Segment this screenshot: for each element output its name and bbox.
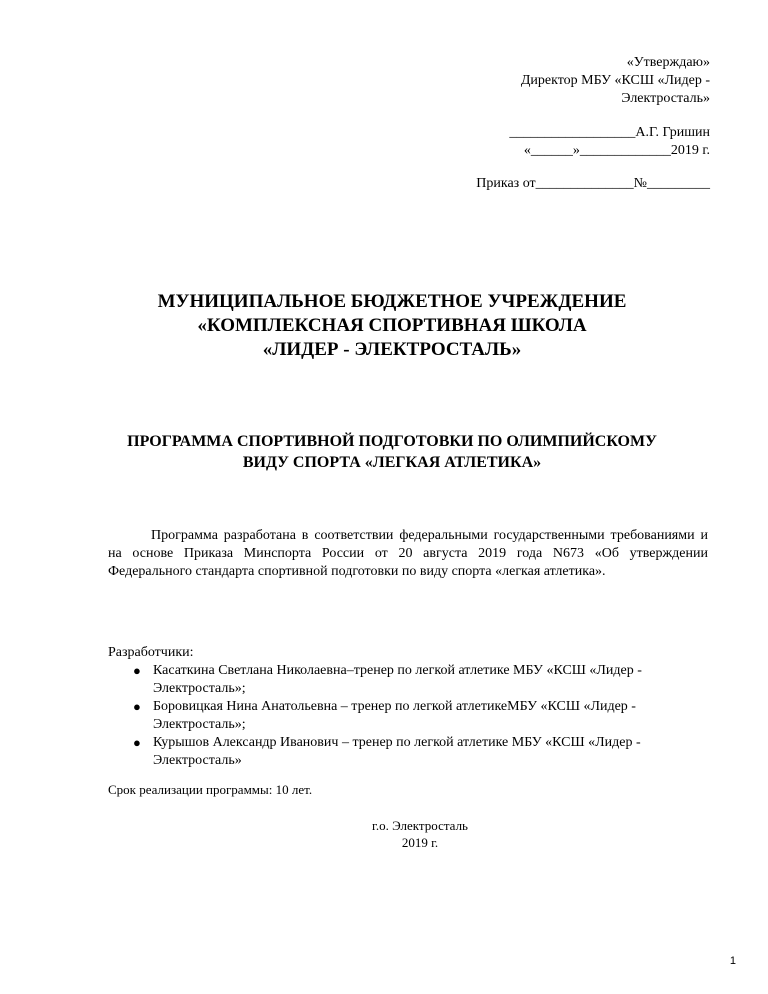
bullet-icon: ● [133,699,141,714]
approval-block [450,54,710,193]
date-line: «______»_____________2019 г. [523,143,710,158]
approval-heading: «Утверждаю» [626,55,710,70]
developer-line: Электросталь» [153,753,242,768]
organization-title [100,290,684,362]
developer-line: Боровицкая Нина Анатольевна – тренер по легкой атлетикеМБУ «КСШ «Лидер - [153,699,636,714]
signature-line: __________________А.Г. Гришин [509,125,710,140]
program-title [100,431,684,473]
list-item [108,734,708,770]
developer-line: Курышов Александр Иванович – тренер по легкой атлетике МБУ «КСШ «Лидер - [153,735,641,750]
bullet-icon: ● [133,735,141,750]
developers-list [108,662,708,770]
order-line: Приказ от______________№_________ [476,176,710,191]
bullet-icon: ● [133,663,141,678]
director-line-2: Электросталь» [621,91,710,106]
org-title-line-3: «ЛИДЕР - ЭЛЕКТРОСТАЛЬ» [262,339,522,360]
list-item [108,698,708,734]
developer-line: Электросталь»; [153,681,246,696]
footer-year: 2019 г. [401,835,439,850]
developers-section [108,644,708,770]
signature-block [450,124,710,160]
footer-city: г.о. Электросталь [371,818,468,833]
org-title-line-2: «КОМПЛЕКСНАЯ СПОРТИВНАЯ ШКОЛА [197,315,587,336]
intro-paragraph: Программа разработана в соответствии федеральными государственными требованиями и на основе Приказа Минспорта России от 20 августа 2019 года N673 «Об утверждении Федерального стандарта спортивной подготовки по виду спорта «легкая атлетика». [108,528,708,579]
program-title-line-1: ПРОГРАММА СПОРТИВНОЙ ПОДГОТОВКИ ПО ОЛИМПИЙСКОМУ [127,433,657,450]
developer-line: Касаткина Светлана Николаевна–тренер по легкой атлетике МБУ «КСШ «Лидер - [153,663,642,678]
program-term: Срок реализации программы: 10 лет. [108,782,313,797]
program-title-line-2: ВИДУ СПОРТА «ЛЕГКАЯ АТЛЕТИКА» [242,454,542,471]
footer-place [270,817,570,851]
page-number: 1 [729,955,736,967]
developers-heading: Разработчики: [108,645,194,660]
org-title-line-1: МУНИЦИПАЛЬНОЕ БЮДЖЕТНОЕ УЧРЕЖДЕНИЕ [157,291,627,312]
developer-line: Электросталь»; [153,717,246,732]
director-line-1: Директор МБУ «КСШ «Лидер - [520,73,710,88]
list-item [108,662,708,698]
